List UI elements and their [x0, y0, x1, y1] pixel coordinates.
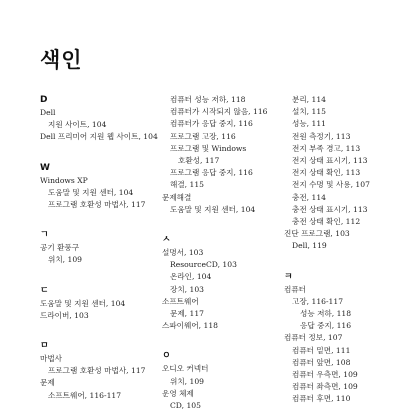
index-subentry: 컴퓨터 좌측면, 109 — [292, 382, 358, 392]
section-letter: ㅋ — [284, 271, 293, 282]
index-column-3 — [284, 94, 412, 412]
index-subentry: 컴퓨터 앞면, 108 — [292, 357, 351, 367]
index-subentry: 컴퓨터 밑면, 111 — [292, 345, 351, 355]
index-subentry: 충전 상태 표시기, 113 — [292, 204, 368, 214]
index-subentry: 도움말 및 지원 센터, 104 — [48, 187, 134, 197]
index-section — [40, 162, 158, 212]
index-subentry: 전원 측정기, 113 — [292, 131, 351, 141]
section-letter: D — [40, 95, 48, 105]
index-entry: 공기 환풍구 — [40, 243, 80, 253]
index-column-2 — [162, 94, 282, 418]
index-entry: 운영 체제 — [162, 388, 194, 398]
index-entry: 스파이웨어, 118 — [162, 321, 218, 331]
index-subentry: 전지 상태 표시기, 113 — [292, 156, 368, 166]
index-subentry: Dell, 119 — [292, 241, 327, 251]
index-entry: 드라이버, 103 — [40, 310, 89, 320]
index-subentry: 성능, 111 — [292, 119, 326, 129]
index-subentry: 전지 상태 확인, 113 — [292, 168, 361, 178]
index-entry: 소프트웨어 — [162, 296, 199, 306]
section-letter: ㄷ — [40, 285, 49, 296]
index-entry: 마법사 — [40, 354, 63, 364]
index-subentry: 분리, 114 — [292, 95, 326, 104]
index-section — [40, 285, 158, 322]
index-entry: 설명서, 103 — [162, 248, 204, 258]
index-section — [40, 94, 158, 144]
index-subentry: 프로그램 호환성 마법사, 117 — [48, 366, 146, 376]
index-subentry: 컴퓨터 우측면, 109 — [292, 370, 358, 380]
index-section — [284, 271, 412, 406]
index-subentry: 도움말 및 지원 센터, 104 — [170, 204, 256, 214]
index-subentry: 컴퓨터 후면, 110 — [292, 394, 351, 404]
index-subentry: 장치, 103 — [170, 284, 204, 294]
index-subentry: 충전, 114 — [292, 192, 326, 202]
index-subentry: CD, 105 — [170, 401, 201, 411]
index-subentry: 위치, 109 — [48, 255, 82, 265]
index-subentry: 컴퓨터 성능 저하, 118 — [170, 95, 246, 104]
section-letter: ㅁ — [40, 341, 49, 352]
index-subentry: 전지 수명 및 사용, 107 — [292, 180, 370, 190]
index-section — [162, 234, 282, 332]
index-subentry: 지원 사이트, 104 — [48, 120, 107, 130]
section-letter: ㄱ — [40, 230, 49, 241]
index-entry: 컴퓨터 — [284, 284, 307, 294]
index-subentry: 위치, 109 — [170, 376, 204, 386]
index-subentry: 온라인, 104 — [170, 272, 212, 282]
index-subentry: 고장, 116-117 — [292, 296, 344, 306]
index-section — [162, 350, 282, 412]
section-letter: W — [40, 162, 50, 173]
index-subentry: 컴퓨터가 응답 중지, 116 — [170, 119, 253, 129]
index-entry: 컴퓨터 정보, 107 — [284, 333, 343, 343]
index-entry: Dell 프리미어 지원 웹 사이트, 104 — [40, 132, 158, 142]
index-subentry: 전지 부족 경고, 113 — [292, 143, 361, 153]
index-subentry: 설치, 115 — [292, 107, 326, 117]
section-letter: ㅅ — [162, 235, 171, 246]
index-subentry: 해결, 115 — [170, 180, 204, 190]
index-entry: 진단 프로그램, 103 — [284, 229, 350, 239]
index-subentry: 충전 상태 확인, 112 — [292, 217, 361, 227]
index-subentry: 호환성, 117 — [178, 156, 220, 166]
index-column-1 — [40, 94, 158, 408]
index-subentry: 프로그램 응답 중지, 116 — [170, 168, 253, 178]
index-section — [284, 94, 412, 253]
index-section — [162, 94, 282, 216]
index-subentry: 프로그램 호환성 마법사, 117 — [48, 200, 146, 210]
index-subentry: 프로그램 고장, 116 — [170, 131, 236, 141]
index-entry: 오디오 커넥터 — [162, 364, 209, 374]
index-entry: Windows XP — [40, 175, 88, 185]
index-section — [40, 340, 158, 402]
section-letter: ㅇ — [162, 351, 171, 362]
index-entry: 도움말 및 지원 센터, 104 — [40, 298, 126, 308]
index-entry: 문제 — [40, 378, 55, 388]
index-subentry: 응답 중지, 116 — [300, 321, 352, 331]
index-subentry: ResourceCD, 103 — [170, 260, 237, 270]
index-entry: Dell — [40, 108, 56, 117]
index-subentry: 컴퓨터가 시작되지 않음, 116 — [170, 107, 268, 117]
page-title: 색인 — [40, 48, 83, 72]
index-entry: 문제해결 — [162, 192, 192, 202]
index-subentry: 소프트웨어, 116-117 — [48, 390, 122, 400]
index-subentry: 프로그램 및 Windows — [170, 143, 247, 153]
index-subentry: 성능 저하, 118 — [300, 309, 352, 319]
index-section — [40, 229, 158, 266]
index-subentry: 문제, 117 — [170, 309, 204, 319]
